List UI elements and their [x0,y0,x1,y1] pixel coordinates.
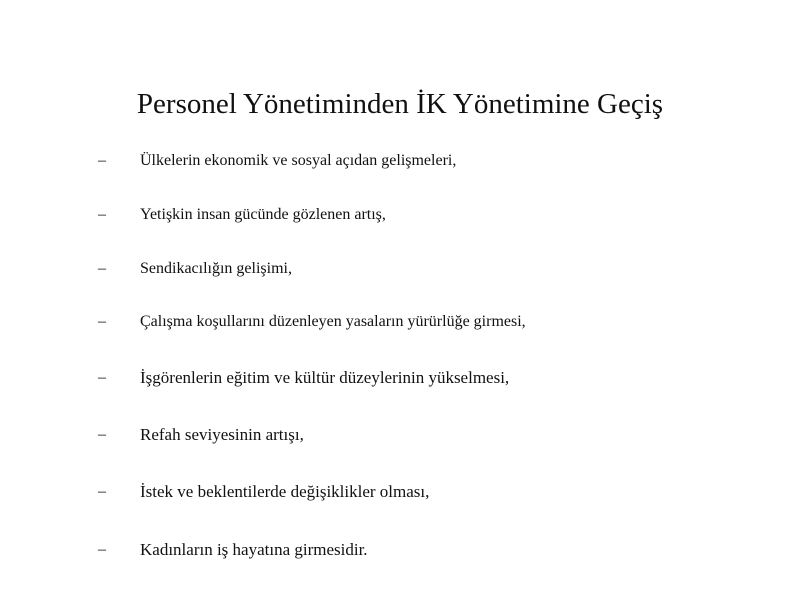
bullet-dash: – [98,260,106,277]
bullet-text: İşgörenlerin eğitim ve kültür düzeylerinin yükselmesi, [140,368,510,387]
bullet-text: Kadınların iş hayatına girmesidir. [140,540,368,559]
bullet-item [0,480,800,506]
bullet-dash: – [98,369,106,386]
bullet-item [0,310,800,336]
bullet-dash: – [98,541,106,558]
bullet-item [0,257,800,283]
bullet-text: Sendikacılığın gelişimi, [140,260,292,277]
bullet-text: Çalışma koşullarını düzenleyen yasaların yürürlüğe girmesi, [140,313,526,330]
bullet-text: Refah seviyesinin artışı, [140,425,304,444]
bullet-item [0,423,800,449]
bullet-dash: – [98,152,106,169]
bullet-item [0,149,800,175]
bullet-dash: – [98,483,106,500]
bullet-dash: – [98,313,106,330]
bullet-item [0,366,800,392]
bullet-dash: – [98,206,106,223]
bullet-text: Yetişkin insan gücünde gözlenen artış, [140,206,386,223]
bullet-text: İstek ve beklentilerde değişiklikler olması, [140,482,430,501]
bullet-item [0,538,800,564]
bullet-dash: – [98,426,106,443]
slide-title: Personel Yönetiminden İK Yönetimine Geçiş [136,88,664,120]
bullet-item [0,203,800,229]
bullet-text: Ülkelerin ekonomik ve sosyal açıdan gelişmeleri, [140,152,457,169]
